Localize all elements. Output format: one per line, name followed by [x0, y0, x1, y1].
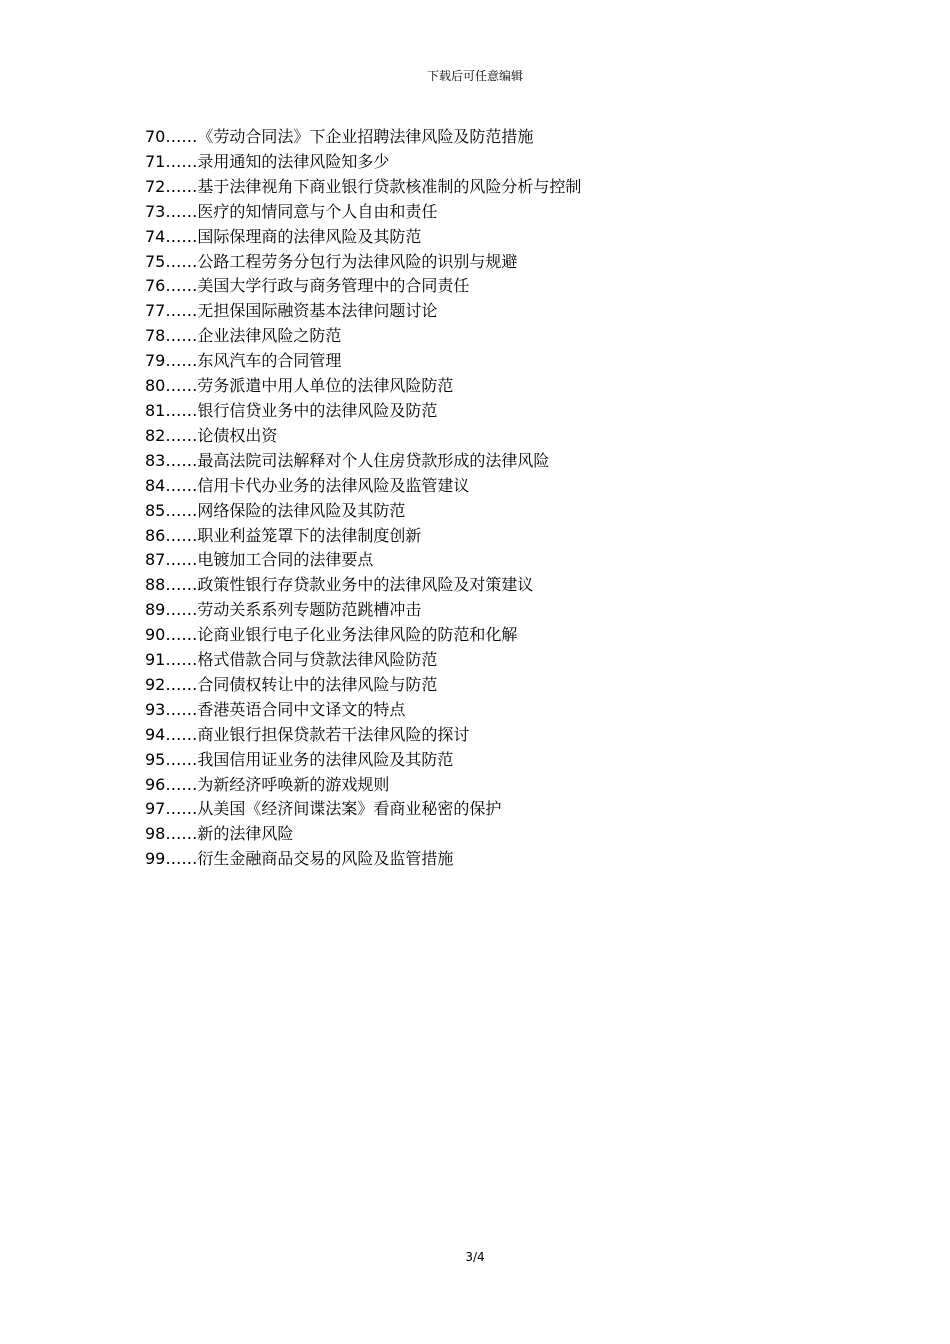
toc-item: 76……美国大学行政与商务管理中的合同责任	[145, 276, 470, 296]
toc-item: 73……医疗的知情同意与个人自由和责任	[145, 201, 438, 221]
toc-item: 98……新的法律风险	[145, 824, 294, 844]
toc-item: 82……论债权出资	[145, 425, 278, 445]
toc-item: 92……合同债权转让中的法律风险与防范	[145, 674, 438, 694]
toc-item: 87……电镀加工合同的法律要点	[145, 550, 374, 570]
toc-item: 80……劳务派遣中用人单位的法律风险防范	[145, 376, 454, 396]
toc-item: 89……劳动关系系列专题防范跳槽冲击	[145, 600, 422, 620]
toc-item: 86……职业利益笼罩下的法律制度创新	[145, 525, 422, 545]
toc-item: 79……东风汽车的合同管理	[145, 351, 342, 371]
toc-item: 85……网络保险的法律风险及其防范	[145, 500, 406, 520]
toc-item: 94……商业银行担保贷款若干法律风险的探讨	[145, 724, 470, 744]
toc-item: 90……论商业银行电子化业务法律风险的防范和化解	[145, 625, 518, 645]
toc-item: 95……我国信用证业务的法律风险及其防范	[145, 749, 454, 769]
toc-item: 74……国际保理商的法律风险及其防范	[145, 226, 422, 246]
toc-item: 83……最高法院司法解释对个人住房贷款形成的法律风险	[145, 450, 550, 470]
toc-item: 75……公路工程劳务分包行为法律风险的识别与规避	[145, 251, 518, 271]
toc-item: 99……衍生金融商品交易的风险及监管措施	[145, 849, 454, 869]
toc-item: 93……香港英语合同中文译文的特点	[145, 699, 406, 719]
toc-item: 84……信用卡代办业务的法律风险及监管建议	[145, 475, 470, 495]
toc-item: 77……无担保国际融资基本法律问题讨论	[145, 301, 438, 321]
toc-item: 71……录用通知的法律风险知多少	[145, 151, 390, 171]
toc-list	[145, 125, 845, 872]
toc-item: 91……格式借款合同与贷款法律风险防范	[145, 650, 438, 670]
toc-item: 72……基于法律视角下商业银行贷款核准制的风险分析与控制	[145, 176, 582, 196]
toc-item: 97……从美国《经济间谍法案》看商业秘密的保护	[145, 799, 502, 819]
toc-item: 78……企业法律风险之防范	[145, 326, 342, 346]
toc-item: 88……政策性银行存贷款业务中的法律风险及对策建议	[145, 575, 534, 595]
toc-item: 81……银行信贷业务中的法律风险及防范	[145, 400, 438, 420]
page-number: 3/4	[465, 1250, 485, 1264]
page-header: 下载后可任意编辑	[426, 69, 523, 83]
toc-item: 96……为新经济呼唤新的游戏规则	[145, 774, 390, 794]
toc-item: 70……《劳动合同法》下企业招聘法律风险及防范措施	[145, 127, 534, 146]
